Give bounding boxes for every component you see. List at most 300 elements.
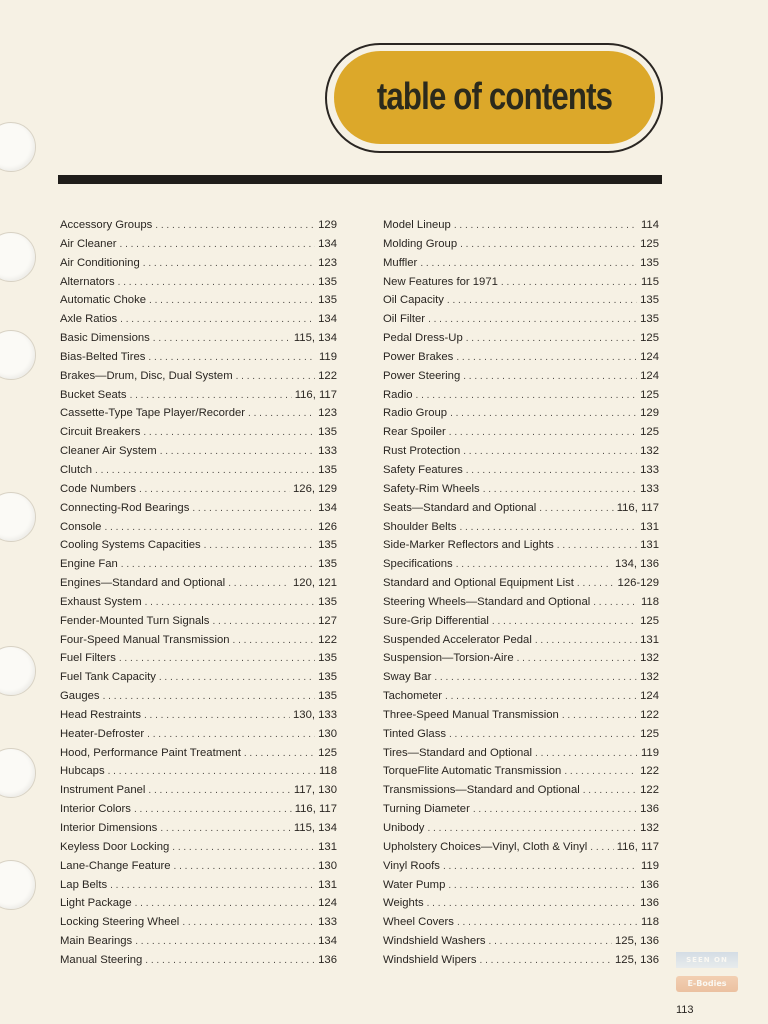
dot-leader <box>130 387 292 406</box>
dot-leader <box>447 292 637 311</box>
index-entry <box>60 612 337 631</box>
index-entry <box>383 423 659 442</box>
index-entry <box>383 800 659 819</box>
page-title: table of contents <box>376 76 613 118</box>
index-entry-label: Engine Fan <box>60 558 118 571</box>
index-entry-page: 135 <box>640 294 659 307</box>
index-entry-page: 115, 134 <box>293 822 337 834</box>
index-entry <box>383 744 659 763</box>
index-entry-label: Cleaner Air System <box>60 445 157 458</box>
header-rule <box>58 175 662 184</box>
index-entry <box>383 612 659 631</box>
index-entry-page: 126 <box>318 520 337 533</box>
index-entry <box>383 631 659 650</box>
index-entry <box>60 254 337 273</box>
index-entry <box>383 291 659 310</box>
index-entry-page: 132 <box>640 822 659 834</box>
index-entry-label: Four-Speed Manual Transmission <box>60 633 230 646</box>
index-entry-label: Locking Steering Wheel <box>60 916 180 929</box>
index-entry-page: 134 <box>318 501 337 514</box>
index-entry <box>60 913 337 932</box>
index-entry-label: Connecting-Rod Bearings <box>60 501 190 514</box>
index-entry-page: 134 <box>318 935 337 948</box>
dot-leader <box>459 519 637 538</box>
index-entry-page: 131 <box>640 520 659 533</box>
dot-leader <box>147 726 315 745</box>
index-entry-page: 122 <box>640 708 659 721</box>
dot-leader <box>148 782 290 801</box>
index-entry-page: 115 <box>640 275 659 288</box>
dot-leader <box>248 405 315 424</box>
index-entry-page: 125 <box>640 388 659 401</box>
index-entry-page: 114 <box>640 219 659 231</box>
index-entry-page: 124 <box>640 369 659 382</box>
index-entry-page: 119 <box>640 859 659 872</box>
index-entry <box>383 499 659 518</box>
index-entry <box>60 593 337 612</box>
dot-leader <box>583 782 637 801</box>
index-entry <box>383 687 659 706</box>
watermark-top-text: SEEN ON <box>676 952 738 968</box>
dot-leader <box>135 933 315 952</box>
dot-leader <box>139 481 290 500</box>
index-entry-label: Code Numbers <box>60 482 136 495</box>
index-entry <box>60 932 337 951</box>
index-entry <box>383 480 659 499</box>
index-entry-label: Air Conditioning <box>60 256 140 269</box>
index-entry-page: 131 <box>318 840 337 853</box>
dot-leader <box>134 801 292 820</box>
index-entry-label: Radio Group <box>383 407 448 420</box>
dot-leader <box>463 368 637 387</box>
dot-leader <box>450 405 637 424</box>
dot-leader <box>448 877 637 896</box>
dot-leader <box>103 688 316 707</box>
index-entry-label: Lane-Change Feature <box>60 859 171 872</box>
binder-hole <box>0 122 36 172</box>
dot-leader <box>590 839 613 858</box>
index-entry-label: Head Restraints <box>60 708 141 721</box>
index-entry-page: 134 <box>318 237 337 250</box>
index-entry-label: Windshield Washers <box>383 935 486 948</box>
index-entry <box>60 518 337 537</box>
dot-leader <box>457 914 638 933</box>
index-entry-label: Three-Speed Manual Transmission <box>383 708 559 721</box>
index-entry-label: Interior Dimensions <box>60 822 158 834</box>
index-entry <box>383 536 659 555</box>
dot-leader <box>149 292 315 311</box>
index-entry-page: 116, 117 <box>294 803 337 816</box>
index-entry-label: Clutch <box>60 463 93 476</box>
index-entry <box>383 367 659 386</box>
dot-leader <box>95 462 315 481</box>
index-entry-page: 136 <box>640 803 659 816</box>
index-entry <box>60 725 337 744</box>
dot-leader <box>145 594 316 613</box>
index-entry <box>60 536 337 555</box>
index-entry-label: Radio <box>383 388 413 401</box>
dot-leader <box>460 236 637 255</box>
dot-leader <box>557 537 637 556</box>
index-entry-label: Manual Steering <box>60 953 143 966</box>
index-entry-page: 135 <box>640 256 659 269</box>
index-entry-label: Alternators <box>60 275 115 288</box>
index-entry-label: Wheel Covers <box>383 916 454 929</box>
index-entry-page: 136 <box>318 953 337 966</box>
index-entry-page: 136 <box>640 878 659 891</box>
index-entry-page: 125, 136 <box>615 935 659 948</box>
index-entry-page: 122 <box>640 765 659 778</box>
index-entry-label: Main Bearings <box>60 935 133 948</box>
index-entry-page: 125, 136 <box>615 953 659 966</box>
index-entry-label: Seats—Standard and Optional <box>383 501 537 514</box>
dot-leader <box>466 462 637 481</box>
index-entry <box>60 404 337 423</box>
binder-hole <box>0 860 36 910</box>
index-entry-label: Basic Dimensions <box>60 332 150 345</box>
dot-leader <box>120 236 316 255</box>
index-entry-page: 126-129 <box>617 577 659 590</box>
dot-leader <box>449 424 637 443</box>
index-entry <box>60 838 337 857</box>
index-entry-page: 130, 133 <box>293 708 337 721</box>
index-entry-label: Unibody <box>383 822 425 834</box>
index-entry-page: 118 <box>640 595 659 608</box>
index-entry-label: Heater-Defroster <box>60 727 145 740</box>
index-entry-page: 135 <box>318 690 337 703</box>
index-entry <box>383 838 659 857</box>
binder-hole <box>0 232 36 282</box>
dot-leader <box>236 368 316 387</box>
dot-leader <box>118 274 316 293</box>
index-entry <box>60 762 337 781</box>
index-entry-label: Model Lineup <box>383 219 451 231</box>
index-entry-page: 131 <box>640 633 659 646</box>
binder-hole <box>0 646 36 696</box>
index-entry <box>60 499 337 518</box>
index-entry-label: Cassette-Type Tape Player/Recorder <box>60 407 246 420</box>
dot-leader <box>153 330 291 349</box>
index-entry-label: Accessory Groups <box>60 219 153 231</box>
index-entry-page: 131 <box>318 878 337 891</box>
index-entry-label: Sway Bar <box>383 671 432 684</box>
dot-leader <box>233 632 316 651</box>
index-entry-label: TorqueFlite Automatic Transmission <box>383 765 562 778</box>
dot-leader <box>145 952 315 971</box>
index-entry-label: Sure-Grip Differential <box>383 614 489 627</box>
index-entry-label: Power Brakes <box>383 350 454 363</box>
dot-leader <box>120 311 315 330</box>
index-entry-page: 118 <box>640 916 659 929</box>
dot-leader <box>434 669 637 688</box>
index-entry-page: 118 <box>318 765 337 778</box>
index-entry <box>60 857 337 876</box>
dot-leader <box>564 763 637 782</box>
index-entry-page: 116, 117 <box>616 840 659 853</box>
dot-leader <box>119 650 315 669</box>
index-entry-label: Power Steering <box>383 369 461 382</box>
index-entry <box>383 725 659 744</box>
index-entry-page: 132 <box>640 671 659 684</box>
dot-leader <box>244 745 315 764</box>
index-entry-label: Engines—Standard and Optional <box>60 577 226 590</box>
index-entry-page: 133 <box>318 916 337 929</box>
dot-leader <box>143 424 315 443</box>
index-entry <box>60 951 337 970</box>
dot-leader <box>160 443 315 462</box>
index-entry-label: Instrument Panel <box>60 784 146 797</box>
index-entry <box>383 348 659 367</box>
index-entry-page: 125 <box>640 426 659 439</box>
index-entry-page: 126, 129 <box>293 482 337 495</box>
dot-leader <box>539 500 613 519</box>
index-entry-page: 119 <box>318 350 337 363</box>
index-entry-page: 134 <box>318 313 337 326</box>
dot-leader <box>204 537 315 556</box>
index-entry-label: Rust Protection <box>383 445 461 458</box>
index-entry-label: Axle Ratios <box>60 313 118 326</box>
index-entry <box>60 367 337 386</box>
index-entry <box>383 386 659 405</box>
index-entry-page: 131 <box>640 539 659 552</box>
binder-hole <box>0 330 36 380</box>
index-entry-label: Tachometer <box>383 690 443 703</box>
index-entry <box>383 329 659 348</box>
index-entry-page: 135 <box>318 539 337 552</box>
index-entry <box>60 876 337 895</box>
dot-leader <box>535 745 638 764</box>
dot-leader <box>428 311 637 330</box>
index-entry-label: Automatic Choke <box>60 294 147 307</box>
index-entry-page: 129 <box>640 407 659 420</box>
index-entry-label: Safety Features <box>383 463 463 476</box>
dot-leader <box>577 575 615 594</box>
index-entry <box>383 555 659 574</box>
dot-leader <box>449 726 637 745</box>
dot-leader <box>483 481 637 500</box>
index-entry-label: Oil Capacity <box>383 294 444 307</box>
index-entry <box>383 404 659 423</box>
index-entry-label: Windshield Wipers <box>383 953 477 966</box>
index-entry-page: 125 <box>318 746 337 759</box>
dot-leader <box>443 858 638 877</box>
index-entry <box>60 480 337 499</box>
index-entry-label: Rear Spoiler <box>383 426 446 439</box>
index-entry <box>60 461 337 480</box>
index-entry-label: Circuit Breakers <box>60 426 141 439</box>
index-entry <box>383 913 659 932</box>
dot-leader <box>427 820 637 839</box>
dot-leader <box>174 858 316 877</box>
index-entry-page: 130 <box>318 859 337 872</box>
dot-leader <box>480 952 612 971</box>
index-entry-page: 135 <box>318 671 337 684</box>
dot-leader <box>121 556 315 575</box>
dot-leader <box>212 613 315 632</box>
index-entry-page: 135 <box>640 313 659 326</box>
index-entry-label: Safety-Rim Wheels <box>383 482 480 495</box>
index-entry-label: Console <box>60 520 102 533</box>
index-entry-label: Muffler <box>383 256 418 269</box>
index-entry-label: Weights <box>383 897 424 910</box>
index-entry-page: 124 <box>640 350 659 363</box>
dot-leader <box>535 632 637 651</box>
dot-leader <box>473 801 637 820</box>
index-entry-page: 116, 117 <box>616 501 659 514</box>
index-entry-page: 132 <box>640 445 659 458</box>
dot-leader <box>427 895 638 914</box>
index-entry <box>60 894 337 913</box>
index-entry-label: Specifications <box>383 558 453 571</box>
index-entry <box>60 329 337 348</box>
index-entry-page: 130 <box>318 727 337 740</box>
index-entry-page: 125 <box>640 727 659 740</box>
dot-leader <box>104 519 315 538</box>
index-entry-page: 135 <box>318 426 337 439</box>
binder-hole <box>0 492 36 542</box>
index-entry-label: Tinted Glass <box>383 727 446 740</box>
title-badge <box>334 51 655 144</box>
index-entry-label: Bias-Belted Tires <box>60 350 146 363</box>
index-entry-page: 124 <box>640 690 659 703</box>
index-entry <box>383 876 659 895</box>
index-entry-page: 135 <box>318 294 337 307</box>
index-entry <box>60 273 337 292</box>
index-entry-page: 136 <box>640 897 659 910</box>
dot-leader <box>456 349 637 368</box>
index-entry <box>383 649 659 668</box>
index-entry <box>383 216 659 235</box>
index-entry <box>383 762 659 781</box>
index-entry-page: 119 <box>640 746 659 759</box>
index-entry-page: 135 <box>318 558 337 571</box>
watermark-bottom-text: E-Bodies <box>676 976 738 992</box>
index-entry-page: 120, 121 <box>293 577 337 590</box>
index-entry-page: 135 <box>318 275 337 288</box>
index-entry <box>60 687 337 706</box>
index-entry-label: Hubcaps <box>60 765 105 778</box>
index-entry-label: Standard and Optional Equipment List <box>383 577 574 590</box>
index-entry <box>60 819 337 838</box>
index-entry-label: Water Pump <box>383 878 446 891</box>
watermark-logo <box>676 952 738 992</box>
index-entry-page: 127 <box>318 614 337 627</box>
index-entry <box>60 235 337 254</box>
index-entry-page: 129 <box>318 219 337 231</box>
dot-leader <box>143 255 315 274</box>
index-entry <box>383 894 659 913</box>
index-entry <box>60 631 337 650</box>
dot-leader <box>593 594 638 613</box>
index-entry <box>383 781 659 800</box>
index-entry-page: 116, 117 <box>294 388 337 401</box>
index-entry <box>383 819 659 838</box>
index-entry-label: Tires—Standard and Optional <box>383 746 533 759</box>
index-entry <box>60 800 337 819</box>
index-entry-label: Fuel Tank Capacity <box>60 671 156 684</box>
index-entry <box>60 555 337 574</box>
binder-hole <box>0 748 36 798</box>
dot-leader <box>463 443 637 462</box>
index-entry-page: 134, 136 <box>615 558 659 571</box>
index-entry-page: 124 <box>318 897 337 910</box>
dot-leader <box>159 669 315 688</box>
index-entry <box>60 649 337 668</box>
dot-leader <box>192 500 315 519</box>
index-entry-label: Turning Diameter <box>383 803 470 816</box>
index-entry-label: Brakes—Drum, Disc, Dual System <box>60 369 233 382</box>
dot-leader <box>135 895 316 914</box>
dot-leader <box>155 217 315 236</box>
dot-leader <box>228 575 290 594</box>
index-entry <box>383 442 659 461</box>
index-entry-page: 122 <box>318 633 337 646</box>
index-entry-label: Keyless Door Locking <box>60 840 170 853</box>
dot-leader <box>144 707 290 726</box>
index-entry-page: 115, 134 <box>293 332 337 345</box>
index-entry-label: Oil Filter <box>383 313 426 326</box>
index-entry-page: 133 <box>640 463 659 476</box>
index-entry-page: 125 <box>640 332 659 345</box>
index-entry-label: Light Package <box>60 897 132 910</box>
index-entry <box>60 442 337 461</box>
dot-leader <box>454 217 638 236</box>
dot-leader <box>148 349 316 368</box>
index-entry-label: Gauges <box>60 690 100 703</box>
index-entry <box>383 273 659 292</box>
index-entry-label: Shoulder Belts <box>383 520 457 533</box>
index-entry <box>383 951 659 970</box>
index-entry <box>383 857 659 876</box>
page-number: 113 <box>676 1004 694 1016</box>
index-entry-page: 125 <box>640 614 659 627</box>
index-entry-page: 135 <box>318 595 337 608</box>
index-entry <box>383 461 659 480</box>
index-entry <box>383 593 659 612</box>
dot-leader <box>110 877 315 896</box>
dot-leader <box>160 820 291 839</box>
index-entry <box>383 706 659 725</box>
index-column-left <box>60 216 337 970</box>
index-entry-label: Interior Colors <box>60 803 131 816</box>
index-entry-label: Exhaust System <box>60 595 142 608</box>
index-entry-page: 122 <box>318 369 337 382</box>
index-entry-page: 125 <box>640 237 659 250</box>
index-entry-page: 132 <box>640 652 659 665</box>
dot-leader <box>466 330 637 349</box>
index-entry-label: Upholstery Choices—Vinyl, Cloth & Vinyl <box>383 840 588 853</box>
dot-leader <box>108 763 316 782</box>
index-entry-label: Transmissions—Standard and Optional <box>383 784 580 797</box>
dot-leader <box>517 650 638 669</box>
index-entry <box>60 574 337 593</box>
index-entry-label: Hood, Performance Paint Treatment <box>60 746 241 759</box>
dot-leader <box>420 255 637 274</box>
index-entry <box>60 216 337 235</box>
index-entry-page: 123 <box>318 407 337 420</box>
index-entry <box>60 668 337 687</box>
index-entry-page: 117, 130 <box>293 784 337 797</box>
index-entry-label: Bucket Seats <box>60 388 127 401</box>
index-entry-label: Cooling Systems Capacities <box>60 539 201 552</box>
index-entry <box>383 932 659 951</box>
dot-leader <box>562 707 637 726</box>
index-entry-label: Suspended Accelerator Pedal <box>383 633 532 646</box>
index-entry <box>383 254 659 273</box>
index-entry <box>60 423 337 442</box>
dot-leader <box>172 839 315 858</box>
index-entry-label: Fender-Mounted Turn Signals <box>60 614 210 627</box>
